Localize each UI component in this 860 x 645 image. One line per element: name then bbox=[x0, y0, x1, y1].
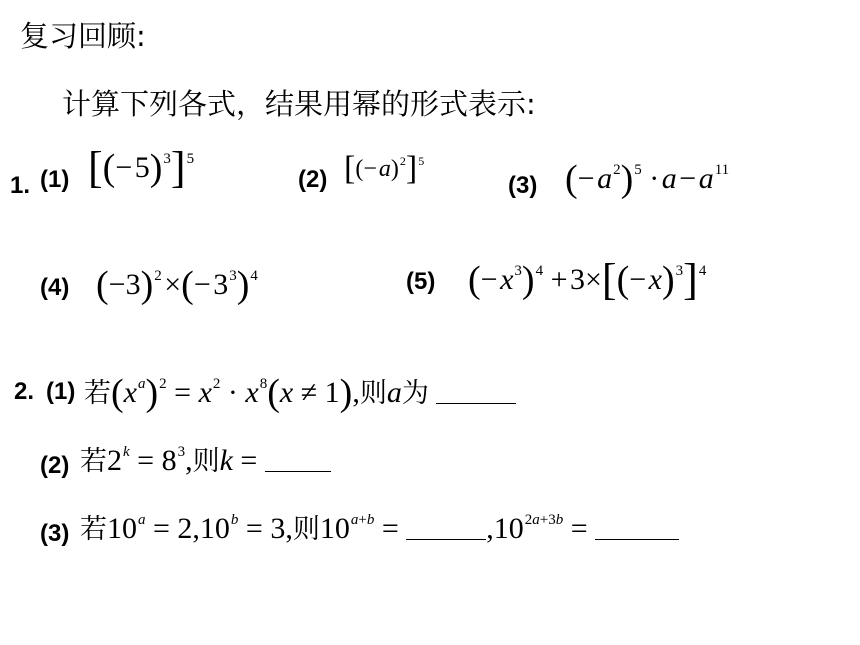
q1-item3-expression: (− $a^2)^5$ · a − $a^{11}$ bbox=[565, 158, 730, 200]
q1-number: 1. bbox=[10, 172, 31, 199]
q1-item1-expression: [(− 5)$^3$]$^5$ bbox=[88, 143, 195, 192]
review-heading: 复习回顾: bbox=[20, 19, 146, 53]
q1-item1-label: (1) bbox=[40, 166, 70, 193]
q1-item4-label: (4) bbox=[40, 274, 70, 301]
q2-item2-label: (2) bbox=[40, 452, 70, 479]
q1-item2-expression: [(− a)$^2$]$^5$ bbox=[344, 150, 425, 187]
q2-number: 2. bbox=[14, 378, 35, 405]
q2-item1-label: (1) bbox=[46, 378, 76, 405]
q2-item2-expression: 若$2^k = 8^3$,则k = bbox=[80, 446, 331, 476]
q1-item2-label: (2) bbox=[298, 166, 328, 193]
q1-item5-label: (5) bbox=[406, 268, 436, 295]
q2-item3-label: (3) bbox=[40, 520, 70, 547]
q1-item3-label: (3) bbox=[508, 172, 538, 199]
q1-item4-expression: $(-3)^2$ ×(− $3^3)^4$ bbox=[96, 264, 258, 306]
instruction-text: 计算下列各式，结果用幂的形式表示: bbox=[62, 87, 536, 121]
q1-item5-expression: (− $x^3)^4$ + 3×[(− x)$^3$]$^4$ bbox=[468, 255, 707, 304]
q2-item3-expression: 若$10^a = 2,10^b = 3$,则$10^{a+b} = ,10^{2a+3b}$ = bbox=[80, 514, 679, 544]
q2-item1-expression: 若$(x^a)^2 = x^2 \cdot x^8(x \ne 1)$,则a为 bbox=[84, 374, 516, 412]
